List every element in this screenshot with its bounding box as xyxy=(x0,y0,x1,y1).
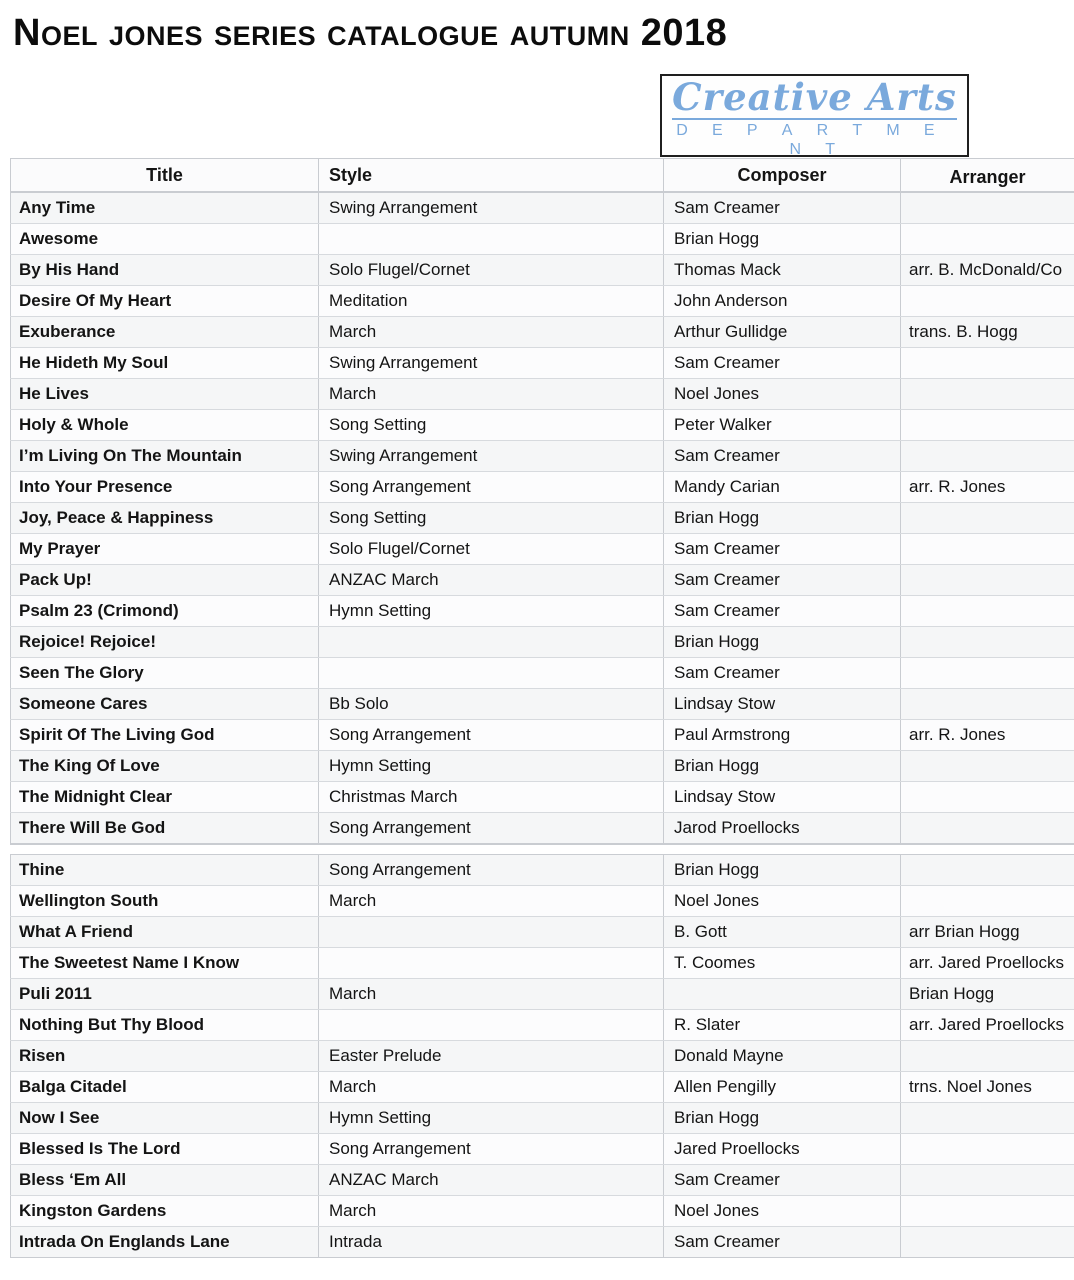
table-row xyxy=(10,1072,1074,1103)
cell-arranger xyxy=(901,379,1074,409)
cell-style: Song Arrangement xyxy=(319,720,664,750)
table-row xyxy=(10,1041,1074,1072)
table-row xyxy=(10,948,1074,979)
cell-style: Solo Flugel/Cornet xyxy=(319,255,664,285)
cell-title: By His Hand xyxy=(10,255,319,285)
cell-title: Joy, Peace & Happiness xyxy=(10,503,319,533)
creative-arts-logo xyxy=(660,74,969,157)
cell-composer: Brian Hogg xyxy=(664,627,901,657)
cell-title: Intrada On Englands Lane xyxy=(10,1227,319,1257)
table-row xyxy=(10,1165,1074,1196)
table-row xyxy=(10,286,1074,317)
cell-arranger xyxy=(901,855,1074,885)
cell-arranger xyxy=(901,1103,1074,1133)
cell-arranger: arr. R. Jones xyxy=(909,477,1006,496)
cell-arranger xyxy=(901,565,1074,595)
cell-arranger xyxy=(901,689,1074,719)
table-section-2 xyxy=(10,854,1074,1258)
cell-arranger xyxy=(901,1196,1074,1226)
logo-department-text: D E P A R T M E N T xyxy=(676,121,959,158)
cell-title: Wellington South xyxy=(10,886,319,916)
cell-title: Now I See xyxy=(10,1103,319,1133)
cell-composer: Lindsay Stow xyxy=(664,689,901,719)
table-row xyxy=(10,1196,1074,1227)
cell-style xyxy=(319,658,664,688)
cell-title: Psalm 23 (Crimond) xyxy=(10,596,319,626)
cell-title: Holy & Whole xyxy=(10,410,319,440)
cell-composer: John Anderson xyxy=(664,286,901,316)
cell-title: Thine xyxy=(10,855,319,885)
cell-style xyxy=(319,948,664,978)
cell-arranger xyxy=(901,658,1074,688)
cell-style: Bb Solo xyxy=(319,689,664,719)
cell-style: March xyxy=(319,979,664,1009)
cell-title: There Will Be God xyxy=(10,813,319,843)
cell-arranger xyxy=(901,627,1074,657)
table-row xyxy=(10,782,1074,813)
cell-style: Song Setting xyxy=(319,410,664,440)
cell-title: He Hideth My Soul xyxy=(10,348,319,378)
table-row xyxy=(10,410,1074,441)
cell-title: The Midnight Clear xyxy=(10,782,319,812)
cell-title: The King Of Love xyxy=(10,751,319,781)
cell-arranger xyxy=(901,751,1074,781)
cell-style: Solo Flugel/Cornet xyxy=(319,534,664,564)
cell-composer: Jarod Proellocks xyxy=(664,813,901,843)
cell-style: ANZAC March xyxy=(319,1165,664,1195)
cell-arranger xyxy=(901,1165,1074,1195)
table-row xyxy=(10,441,1074,472)
catalogue-table xyxy=(10,158,1074,1258)
cell-composer: Arthur Gullidge xyxy=(664,317,901,347)
cell-title: Awesome xyxy=(10,224,319,254)
table-row xyxy=(10,689,1074,720)
page-title: Noel jones series catalogue autumn 2018 xyxy=(13,12,728,54)
cell-title: Into Your Presence xyxy=(10,472,319,502)
cell-title: Blessed Is The Lord xyxy=(10,1134,319,1164)
cell-arranger xyxy=(901,193,1074,223)
cell-title: Rejoice! Rejoice! xyxy=(10,627,319,657)
cell-title: My Prayer xyxy=(10,534,319,564)
cell-composer: Donald Mayne xyxy=(664,1041,901,1071)
cell-composer: Mandy Carian xyxy=(664,472,901,502)
cell-arranger: arr. Jared Proellocks xyxy=(909,1015,1064,1034)
cell-title: Balga Citadel xyxy=(10,1072,319,1102)
table-row xyxy=(10,886,1074,917)
table-row xyxy=(10,193,1074,224)
cell-title: He Lives xyxy=(10,379,319,409)
cell-arranger xyxy=(901,1134,1074,1164)
cell-title: Someone Cares xyxy=(10,689,319,719)
cell-title: Kingston Gardens xyxy=(10,1196,319,1226)
table-row xyxy=(10,348,1074,379)
cell-arranger xyxy=(901,782,1074,812)
cell-title: Pack Up! xyxy=(10,565,319,595)
cell-style: Easter Prelude xyxy=(319,1041,664,1071)
cell-composer: Allen Pengilly xyxy=(664,1072,901,1102)
cell-arranger xyxy=(901,886,1074,916)
cell-composer xyxy=(664,979,901,1009)
cell-arranger xyxy=(901,1041,1074,1071)
cell-composer: Brian Hogg xyxy=(664,224,901,254)
cell-style: ANZAC March xyxy=(319,565,664,595)
table-header-row xyxy=(10,158,1074,192)
cell-composer: Sam Creamer xyxy=(664,1227,901,1257)
cell-arranger xyxy=(901,224,1074,254)
cell-style: Song Setting xyxy=(319,503,664,533)
table-row xyxy=(10,1103,1074,1134)
table-row xyxy=(10,534,1074,565)
table-row xyxy=(10,379,1074,410)
table-row xyxy=(10,224,1074,255)
table-section-1 xyxy=(10,192,1074,844)
cell-composer: Brian Hogg xyxy=(664,855,901,885)
cell-arranger xyxy=(901,596,1074,626)
table-row xyxy=(10,720,1074,751)
table-row xyxy=(10,1227,1074,1258)
cell-arranger xyxy=(901,1227,1074,1257)
cell-composer: Noel Jones xyxy=(664,1196,901,1226)
cell-arranger xyxy=(901,503,1074,533)
table-row xyxy=(10,751,1074,782)
table-row xyxy=(10,1010,1074,1041)
cell-composer: Noel Jones xyxy=(664,886,901,916)
cell-composer: R. Slater xyxy=(664,1010,901,1040)
cell-style: Hymn Setting xyxy=(319,751,664,781)
cell-composer: Brian Hogg xyxy=(664,1103,901,1133)
cell-title: Puli 2011 xyxy=(10,979,319,1009)
cell-title: Desire Of My Heart xyxy=(10,286,319,316)
section-gap xyxy=(10,844,1074,854)
table-row xyxy=(10,255,1074,286)
cell-title: What A Friend xyxy=(10,917,319,947)
cell-composer: Sam Creamer xyxy=(664,534,901,564)
cell-style: Song Arrangement xyxy=(319,813,664,843)
table-row xyxy=(10,627,1074,658)
column-header-title: Title xyxy=(10,159,319,191)
cell-style xyxy=(319,1010,664,1040)
cell-composer: Peter Walker xyxy=(664,410,901,440)
table-row xyxy=(10,596,1074,627)
cell-style: Christmas March xyxy=(319,782,664,812)
cell-arranger: arr. R. Jones xyxy=(909,725,1006,744)
cell-composer: Sam Creamer xyxy=(664,565,901,595)
column-header-style: Style xyxy=(319,159,664,191)
cell-composer: Sam Creamer xyxy=(664,348,901,378)
table-row xyxy=(10,917,1074,948)
table-row xyxy=(10,658,1074,689)
cell-style: Swing Arrangement xyxy=(319,441,664,471)
cell-style xyxy=(319,224,664,254)
cell-composer: Paul Armstrong xyxy=(664,720,901,750)
cell-arranger: Brian Hogg xyxy=(909,984,995,1003)
cell-style xyxy=(319,917,664,947)
cell-title: I’m Living On The Mountain xyxy=(10,441,319,471)
cell-arranger xyxy=(901,348,1074,378)
table-body xyxy=(10,192,1074,1258)
cell-style: March xyxy=(319,317,664,347)
cell-composer: Sam Creamer xyxy=(664,1165,901,1195)
table-row xyxy=(10,813,1074,844)
cell-title: Risen xyxy=(10,1041,319,1071)
column-header-composer: Composer xyxy=(664,159,901,191)
cell-arranger xyxy=(901,410,1074,440)
table-row xyxy=(10,1134,1074,1165)
cell-composer: Sam Creamer xyxy=(664,596,901,626)
cell-title: Seen The Glory xyxy=(10,658,319,688)
cell-arranger: arr. B. McDonald/Co xyxy=(909,260,1063,279)
table-row xyxy=(10,565,1074,596)
cell-style: March xyxy=(319,1072,664,1102)
cell-style: Hymn Setting xyxy=(319,1103,664,1133)
cell-title: The Sweetest Name I Know xyxy=(10,948,319,978)
cell-style: Swing Arrangement xyxy=(319,193,664,223)
cell-style: March xyxy=(319,1196,664,1226)
table-row xyxy=(10,317,1074,348)
cell-arranger: arr Brian Hogg xyxy=(909,922,1020,941)
table-row xyxy=(10,503,1074,534)
cell-style: Swing Arrangement xyxy=(319,348,664,378)
cell-title: Any Time xyxy=(10,193,319,223)
cell-composer: Sam Creamer xyxy=(664,441,901,471)
table-row xyxy=(10,855,1074,886)
cell-title: Spirit Of The Living God xyxy=(10,720,319,750)
cell-composer: Sam Creamer xyxy=(664,193,901,223)
cell-arranger: arr. Jared Proellocks xyxy=(909,953,1064,972)
cell-arranger xyxy=(901,441,1074,471)
cell-title: Bless ‘Em All xyxy=(10,1165,319,1195)
cell-style: March xyxy=(319,379,664,409)
cell-arranger xyxy=(901,534,1074,564)
cell-style: Song Arrangement xyxy=(319,1134,664,1164)
cell-style: Hymn Setting xyxy=(319,596,664,626)
cell-style: Song Arrangement xyxy=(319,855,664,885)
cell-composer: Noel Jones xyxy=(664,379,901,409)
cell-composer: Jared Proellocks xyxy=(664,1134,901,1164)
cell-style xyxy=(319,627,664,657)
cell-style: March xyxy=(319,886,664,916)
cell-arranger xyxy=(901,813,1074,843)
cell-style: Meditation xyxy=(319,286,664,316)
cell-arranger: trans. B. Hogg xyxy=(909,322,1018,341)
cell-arranger: trns. Noel Jones xyxy=(909,1077,1032,1096)
cell-style: Song Arrangement xyxy=(319,472,664,502)
cell-title: Exuberance xyxy=(10,317,319,347)
cell-title: Nothing But Thy Blood xyxy=(10,1010,319,1040)
cell-composer: Thomas Mack xyxy=(664,255,901,285)
cell-composer: B. Gott xyxy=(664,917,901,947)
cell-composer: Lindsay Stow xyxy=(664,782,901,812)
cell-composer: Brian Hogg xyxy=(664,503,901,533)
cell-arranger xyxy=(901,286,1074,316)
cell-composer: Sam Creamer xyxy=(664,658,901,688)
column-header-arranger: Arranger xyxy=(949,166,1026,187)
cell-composer: Brian Hogg xyxy=(664,751,901,781)
cell-composer: T. Coomes xyxy=(664,948,901,978)
table-row xyxy=(10,979,1074,1010)
cell-style: Intrada xyxy=(319,1227,664,1257)
table-row xyxy=(10,472,1074,503)
logo-script-text: Creative Arts xyxy=(672,75,957,119)
